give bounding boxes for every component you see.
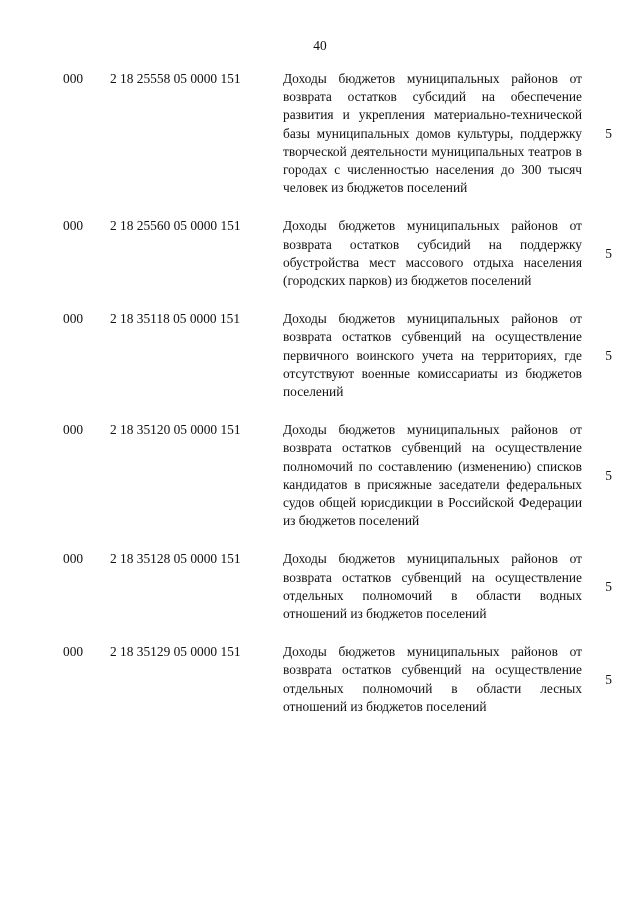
- distribution-norm: 5: [605, 125, 612, 141]
- revenue-description: Доходы бюджетов муниципальных районов от возврата остатков субвенций на осуществление отдельных полномочий в области лесных отношений из бюджетов поселений: [283, 644, 582, 714]
- distribution-norm: 5: [605, 467, 612, 483]
- budget-classification-code: 2 18 25558 05 0000 151: [110, 71, 241, 86]
- table-row: [0, 70, 640, 197]
- budget-classification-code: 2 18 35120 05 0000 151: [110, 422, 241, 438]
- distribution-norm: 5: [605, 347, 612, 363]
- distribution-norm: 5: [605, 245, 612, 261]
- admin-code: 000: [63, 422, 84, 438]
- table-row: [0, 421, 640, 530]
- table-row: [0, 217, 640, 290]
- budget-classification-code: 2 18 35129 05 0000 151: [110, 644, 241, 660]
- revenue-description: Доходы бюджетов муниципальных районов от возврата остатков субвенций на осуществление отдельных полномочий в области водных отношений из бюджетов поселений: [283, 551, 582, 622]
- revenue-description: Доходы бюджетов муниципальных районов от возврата остатков субвенций на осуществление первичного воинского учета на территориях, где отсутствуют военные комиссариаты из бюджетов поселений: [283, 311, 582, 400]
- table-row: [0, 550, 640, 623]
- admin-code: 000: [63, 71, 84, 86]
- admin-code: 000: [63, 311, 84, 327]
- page-number: 40: [313, 38, 327, 53]
- admin-code: 000: [63, 644, 84, 660]
- distribution-norm: 5: [605, 578, 612, 594]
- admin-code: 000: [63, 218, 84, 234]
- revenue-description: Доходы бюджетов муниципальных районов от возврата остатков субсидий на поддержку обустройства мест массового отдыха населения (городских парков) из бюджетов поселений: [283, 218, 582, 289]
- admin-code: 000: [63, 551, 84, 567]
- distribution-norm: 5: [605, 671, 612, 687]
- table-row: [0, 310, 640, 401]
- table-row: [0, 643, 640, 716]
- revenue-description: Доходы бюджетов муниципальных районов от возврата остатков субвенций на осуществление полномочий по составлению (изменению) списков кандидатов в присяжные заседатели федеральных судов общей юрисдикции в Российской Федерации из бюджетов поселений: [283, 422, 582, 529]
- revenue-table: [0, 70, 640, 736]
- revenue-description: Доходы бюджетов муниципальных районов от возврата остатков субсидий на обеспечение развития и укрепления материально-технической базы муниципальных домов культуры, поддержку творческой деятельности муниципальных театров в городах с численностью населения до 300 тысяч человек из бюджетов поселений: [283, 71, 582, 196]
- budget-classification-code: 2 18 35128 05 0000 151: [110, 551, 241, 567]
- budget-classification-code: 2 18 35118 05 0000 151: [110, 311, 241, 327]
- budget-classification-code: 2 18 25560 05 0000 151: [110, 218, 241, 234]
